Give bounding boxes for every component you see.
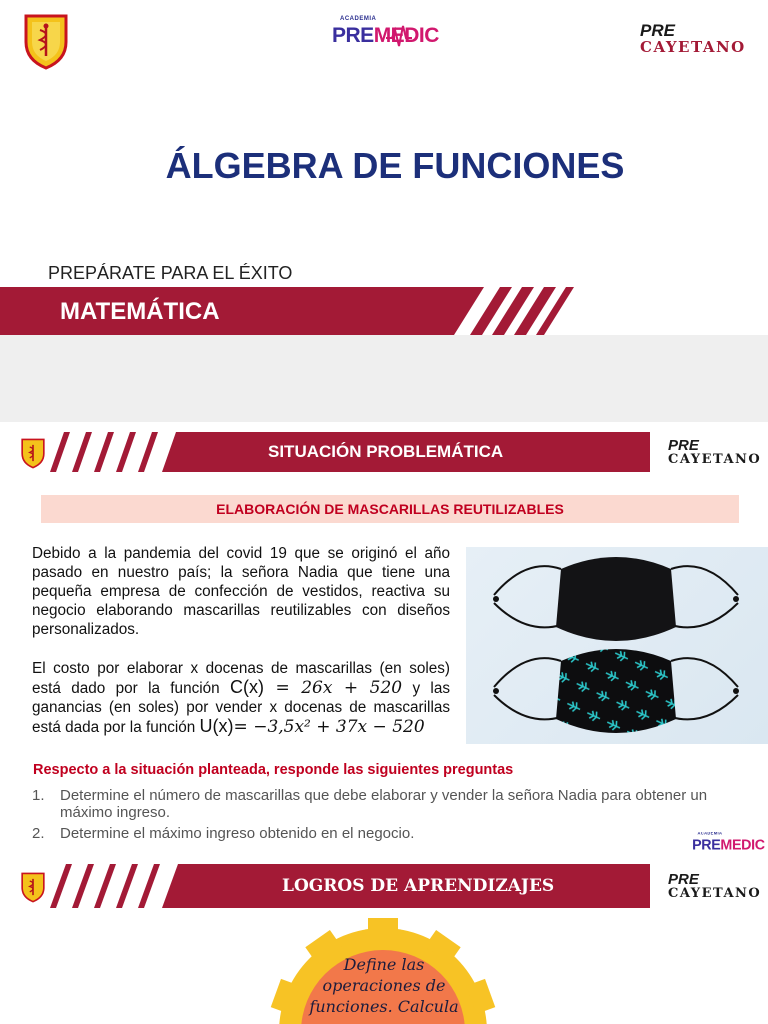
pre-cayetano-logo: [640, 22, 746, 55]
tagline: PREPÁRATE PARA EL ÉXITO: [48, 263, 293, 283]
premedic-academia-text: ACADEMIA: [340, 16, 377, 22]
premedic-logo-small: ACADEMIA PREMEDIC: [692, 832, 765, 854]
university-shield-logo-small: [20, 436, 46, 470]
pre-text: PRE: [668, 871, 699, 888]
functions-paragraph: El costo por elaborar x docenas de mascarillas (en soles) está dado por la función C(x) = 26x + 520 y las ganancias (en soles) por vender x docenas de mascarillas está dada por la función U(x)= −3,5x² + 37x − 520: [32, 660, 450, 737]
problem-subtitle: ELABORACIÓN DE MASCARILLAS REUTILIZABLES: [41, 495, 739, 523]
pre-cayetano-logo: [668, 872, 761, 901]
university-shield-logo-small: [20, 870, 46, 904]
learning-goals-slide: [0, 862, 768, 1024]
list-item: 2. Determine el máximo ingreso obtenido en el negocio.: [32, 825, 415, 842]
list-item: 1. Determine el número de mascarillas que debe elaborar y vender la señora Nadia para obtener un máximo ingreso.: [32, 787, 708, 821]
premedic-wordmark: PREMEDIC: [332, 24, 439, 47]
profit-function-equation: = −3,5x² + 37x − 520: [233, 717, 425, 737]
premedic-logo: [326, 16, 442, 60]
cost-function-equation: = 26x + 520: [263, 678, 403, 698]
title-slide: [0, 0, 768, 422]
subject-label: MATEMÁTICA: [60, 298, 220, 325]
pre-text: PRE: [640, 21, 675, 40]
cost-function-label: C(x): [229, 677, 264, 697]
cayetano-text: CAYETANO: [668, 886, 762, 901]
context-paragraph: Debido a la pandemia del covid 19 que se originó el año pasado en nuestro país; la señora Nadia que tiene una pequeña empresa de confección de vestidos, reactiva su negocio elaborando mascarillas reutilizables con diseños personalizados.: [32, 545, 450, 638]
pre-cayetano-logo: [668, 438, 761, 467]
pre-text: PRE: [668, 437, 699, 454]
profit-function-label: U(x): [199, 716, 234, 736]
face-masks-illustration: [466, 547, 768, 744]
questions-list: [32, 787, 768, 846]
problem-header-title: SITUACIÓN PROBLEMÁTICA: [268, 442, 504, 461]
learning-goal-text: Define las operaciones de funciones. Calcula: [309, 955, 459, 1016]
page-title: ÁLGEBRA DE FUNCIONES: [165, 145, 625, 186]
masks-image: [466, 547, 768, 744]
problem-slide: [0, 432, 768, 862]
heartbeat-icon: [386, 22, 412, 50]
cayetano-text: CAYETANO: [640, 38, 746, 56]
cayetano-text: CAYETANO: [668, 452, 762, 467]
grey-footer: [0, 335, 768, 422]
questions-header: Respecto a la situación planteada, responde las siguientes preguntas: [33, 762, 514, 778]
university-shield-logo: [22, 12, 70, 70]
goals-header-title: LOGROS DE APRENDIZAJES: [282, 876, 555, 896]
